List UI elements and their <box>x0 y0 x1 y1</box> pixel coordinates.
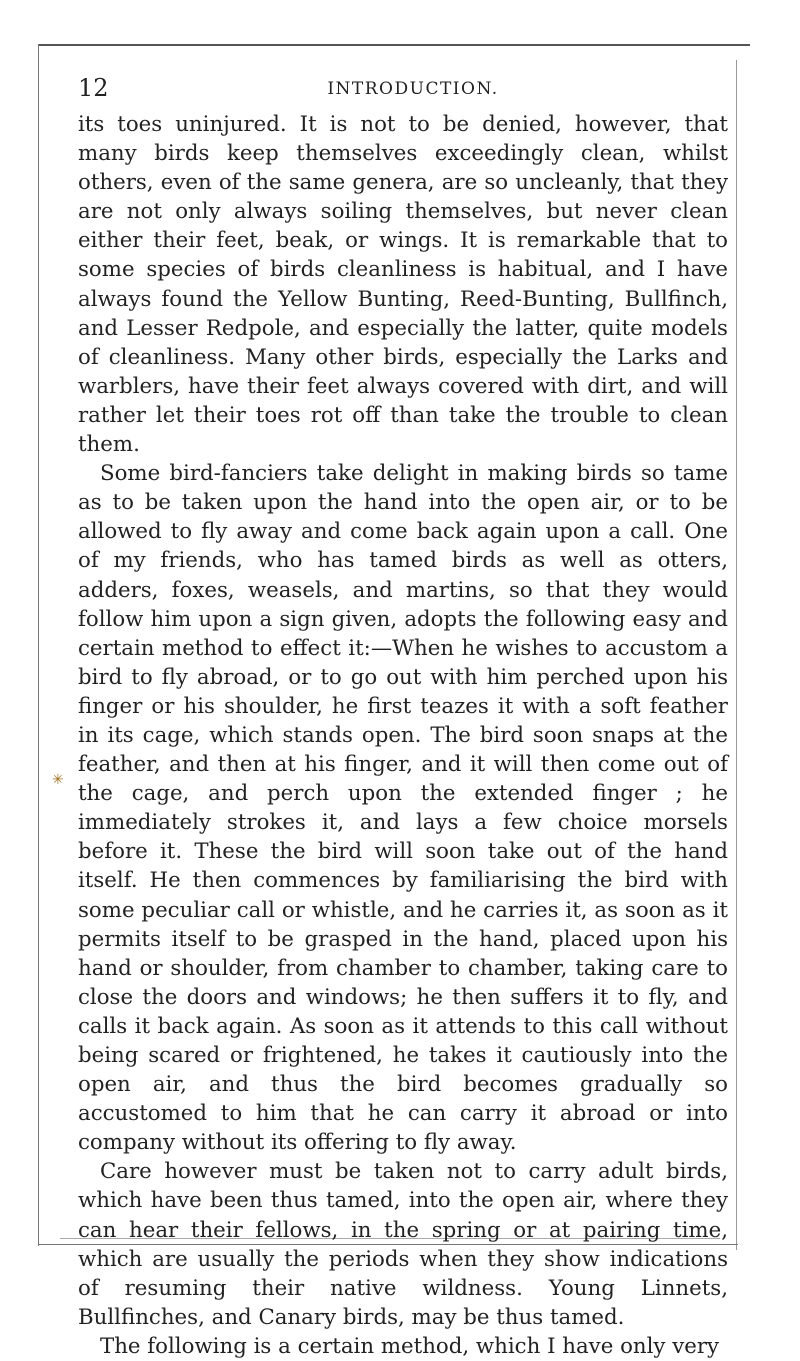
scan-frame-left <box>38 44 39 1246</box>
running-head <box>78 70 728 106</box>
paragraph-3: Care however must be taken not to carry adult birds, which have been thus tamed, into the open air, where they can hear their fellows, in the spring or at pairing time, which are usually the periods when they show indications of resuming their native wildness. Young Linnets, Bullfinches, and Canary birds, may be thus tamed. <box>78 1159 728 1330</box>
scan-frame-right <box>736 60 737 1250</box>
book-page <box>78 70 728 1361</box>
paragraph-2: Some bird-fanciers take delight in making birds so tame as to be taken upon the hand into the open air, or to be allowed to fly away and come back again upon a call. One of my friends, who has tamed birds as well as otters, adders, foxes, weasels, and martins, so that they would follow him upon a sign given, adopts the following easy and certain method to effect it:—When he wishes to accustom a bird to fly abroad, or to go out with him perched upon his finger or his shoulder, he first teazes it with a soft feather in its cage, which stands open. The bird soon snaps at the feather, and then at his finger, and it will then come out of the cage, and perch upon the extended finger ; he immediately strokes it, and lays a few choice morsels before it. These the bird will soon take out of the hand itself. He then commences by familiarising the bird with some peculiar call or whistle, and he carries it, as soon as it permits itself to be grasped in the hand, placed upon his hand or shoulder, from chamber to chamber, taking care to close the doors and windows; he then suffers it to fly, and calls it back again. As soon as it attends to this call without being scared or frightened, he takes it cautiously into the open air, and thus the bird becomes gradually so accustomed to him that he can carry it abroad or into company without its offering to fly away. <box>78 461 728 1156</box>
page-number: 12 <box>78 74 109 102</box>
running-title: INTRODUCTION. <box>327 79 499 99</box>
body-text <box>78 110 728 1361</box>
paragraph-4: The following is a certain method, which I have only very <box>100 1333 720 1359</box>
margin-ink-mark-icon: ✳ <box>52 772 64 788</box>
scan-frame-top <box>38 44 750 46</box>
paragraph-1: its toes uninjured. It is not to be denied, however, that many birds keep themselves exceedingly clean, whilst others, even of the same genera, are so uncleanly, that they are not only always soiling themselves, but never clean either their feet, beak, or wings. It is remarkable that to some species of birds cleanliness is habitual, and I have always found the Yellow Bunting, Reed-Bunting, Bullfinch, and Lesser Redpole, and especially the latter, quite models of cleanliness. Many other birds, especially the Larks and warblers, have their feet always covered with dirt, and will rather let their toes rot off than take the trouble to clean them. <box>78 112 728 458</box>
